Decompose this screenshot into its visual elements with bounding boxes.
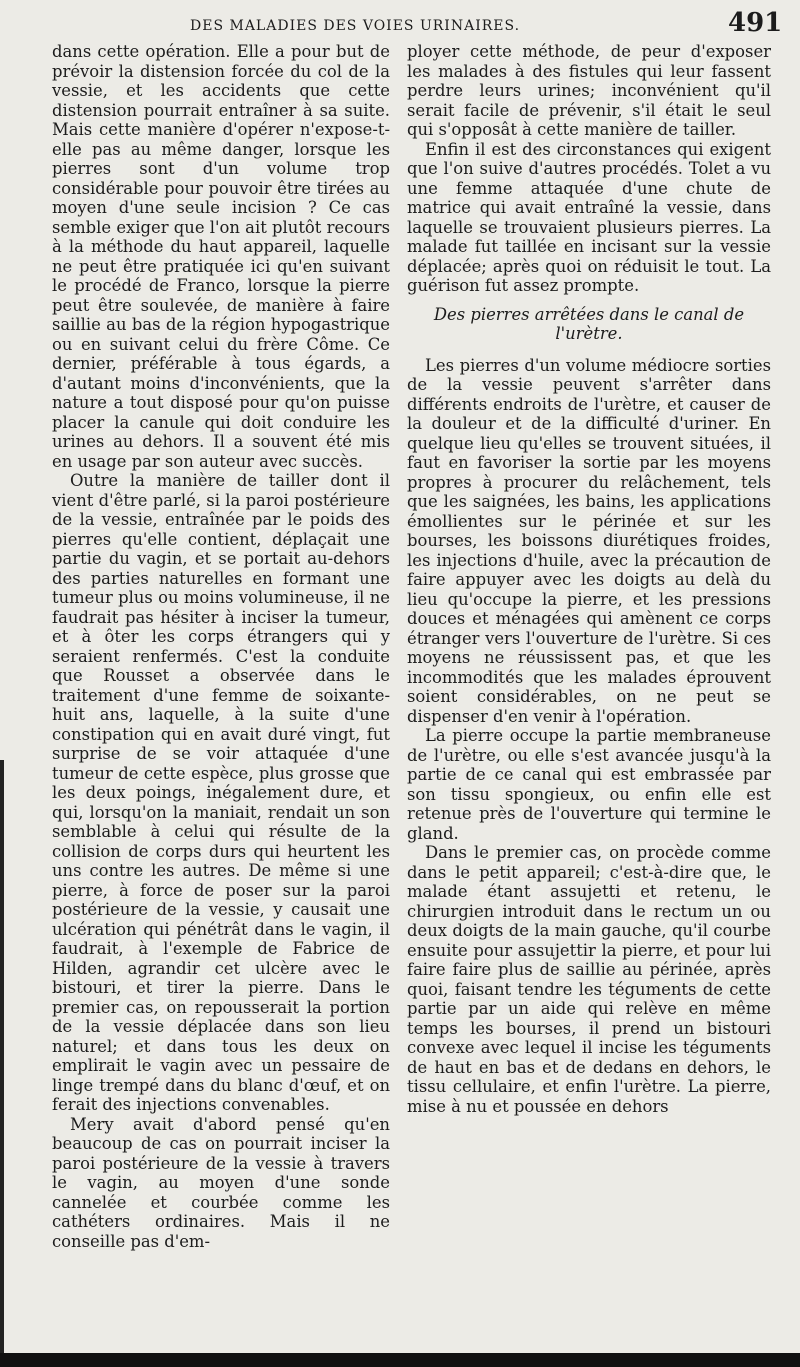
paragraph: ployer cette méthode, de peur d'exposer les malades à des fistules qui leur fassent perdre leurs urines; inconvénient qu'il serait facile de prévenir, s'il était le seul qui s'opposât à cette manière de tailler. xyxy=(407,42,771,139)
running-title: DES MALADIES DES VOIES URINAIRES. xyxy=(190,18,521,34)
paragraph: Les pierres d'un volume médiocre sorties de la vessie peuvent s'arrêter dans différents endroits de l'urètre, et causer de la douleur et de la difficulté d'uriner. En quelque lieu qu'elles se trouvent situées, il faut en favoriser la sortie par les moyens propres à procurer du relâchement, tels que les saignées, les bains, les applications émollientes sur le périnée et sur les bourses, les boissons diurétiques froides, les injections d'huile, avec la précaution de faire appuyer avec les doigts au delà du lieu qu'occupe la pierre, et les pressions douces et ménagées qui amènent ce corps étranger vers l'ouverture de l'urètre. Si ces moyens ne réussissent pas, et que les incommodités que les malades éprouvent soient considérables, on ne peut se dispenser d'en venir à l'opération. xyxy=(407,355,771,726)
paragraph: dans cette opération. Elle a pour but de prévoir la distension forcée du col de la vessie, et les accidents que cette distension pourrait entraîner à sa suite. Mais cette manière d'opérer n'expose-t-elle pas au même danger, lorsque les pierres sont d'un volume trop considérable pour pouvoir être tirées au moyen d'une seule incision ? Ce cas semble exiger que l'on ait plutôt recours à la méthode du haut appareil, laquelle ne peut être pratiquée ici qu'en suivant le procédé de Franco, lorsque la pierre peut être soulevée, de manière à faire saillie au bas de la région hypogastrique ou en suivant celui du frère Côme. Ce dernier, préférable à tous égards, a d'autant moins d'inconvénients, que la nature a tout disposé pour qu'on puisse placer la canule qui doit conduire les urines au dehors. Il a souvent été mis en usage par son auteur avec succès. xyxy=(52,42,390,471)
paragraph: Outre la manière de tailler dont il vient d'être parlé, si la paroi postérieure de la vessie, entraînée par le poids des pierres qu'elle contient, déplaçait une partie du vagin, et se portait au-dehors des parties naturelles en formant une tumeur plus ou moins volumineuse, il ne faudrait pas hésiter à inciser la tumeur, et à ôter les corps étrangers qui y seraient renfermés. C'est la conduite que Rousset a observée dans le traitement d'une femme de soixante-huit ans, laquelle, à la suite d'une constipation qui en avait duré vingt, fut surprise de se voir attaquée d'une tumeur de cette espèce, plus grosse que les deux poings, inégalement dure, et qui, lorsqu'on la maniait, rendait un son semblable à celui qui résulte de la collision de corps durs qui heurtent les uns contre les autres. De même si une pierre, à force de poser sur la paroi postérieure de la vessie, y causait une ulcération qui pénétrât dans le vagin, il faudrait, à l'exemple de Fabrice de Hilden, agrandir cet ulcère avec le bistouri, et tirer la pierre. Dans le premier cas, on repousserait la portion de la vessie déplacée dans son lieu naturel; et dans tous les deux on emplirait le vagin avec un pessaire de linge trempé dans du blanc d'œuf, et on ferait des injections convenables. xyxy=(52,471,390,1114)
left-column xyxy=(52,42,390,1251)
paragraph: La pierre occupe la partie membraneuse de l'urètre, ou elle s'est avancée jusqu'à la partie de ce canal qui est embrassée par son tissu spongieux, ou enfin elle est retenue près de l'ouverture qui termine le gland. xyxy=(407,726,771,843)
scan-edge-shadow xyxy=(0,760,4,1353)
page-number: 491 xyxy=(728,8,783,38)
right-column xyxy=(407,42,771,1116)
scan-bottom-edge xyxy=(0,1353,800,1367)
paragraph: Mery avait d'abord pensé qu'en beaucoup de cas on pourrait inciser la paroi postérieure de la vessie à travers le vagin, au moyen d'une sonde cannelée et courbée comme les cathéters ordinaires. Mais il ne conseille pas d'em- xyxy=(52,1114,390,1251)
section-title: Des pierres arrêtées dans le canal de l'urètre. xyxy=(433,304,745,343)
running-head xyxy=(0,6,800,40)
paragraph: Dans le premier cas, on procède comme dans le petit appareil; c'est-à-dire que, le malade étant assujetti et retenu, le chirurgien introduit dans le rectum un ou deux doigts de la main gauche, qu'il courbe ensuite pour assujettir la pierre, et pour lui faire faire plus de saillie au périnée, après quoi, faisant tendre les téguments de cette partie par un aide qui relève en même temps les bourses, il prend un bistouri convexe avec lequel il incise les téguments de haut en bas et de dedans en dehors, le tissu cellulaire, et enfin l'urètre. La pierre, mise à nu et poussée en dehors xyxy=(407,843,771,1116)
paragraph: Enfin il est des circonstances qui exigent que l'on suive d'autres procédés. Tolet a vu une femme attaquée d'une chute de matrice qui avait entraîné la vessie, dans laquelle se trouvaient plusieurs pierres. La malade fut taillée en incisant sur la vessie déplacée; après quoi on réduisit le tout. La guérison fut assez prompte. xyxy=(407,139,771,295)
